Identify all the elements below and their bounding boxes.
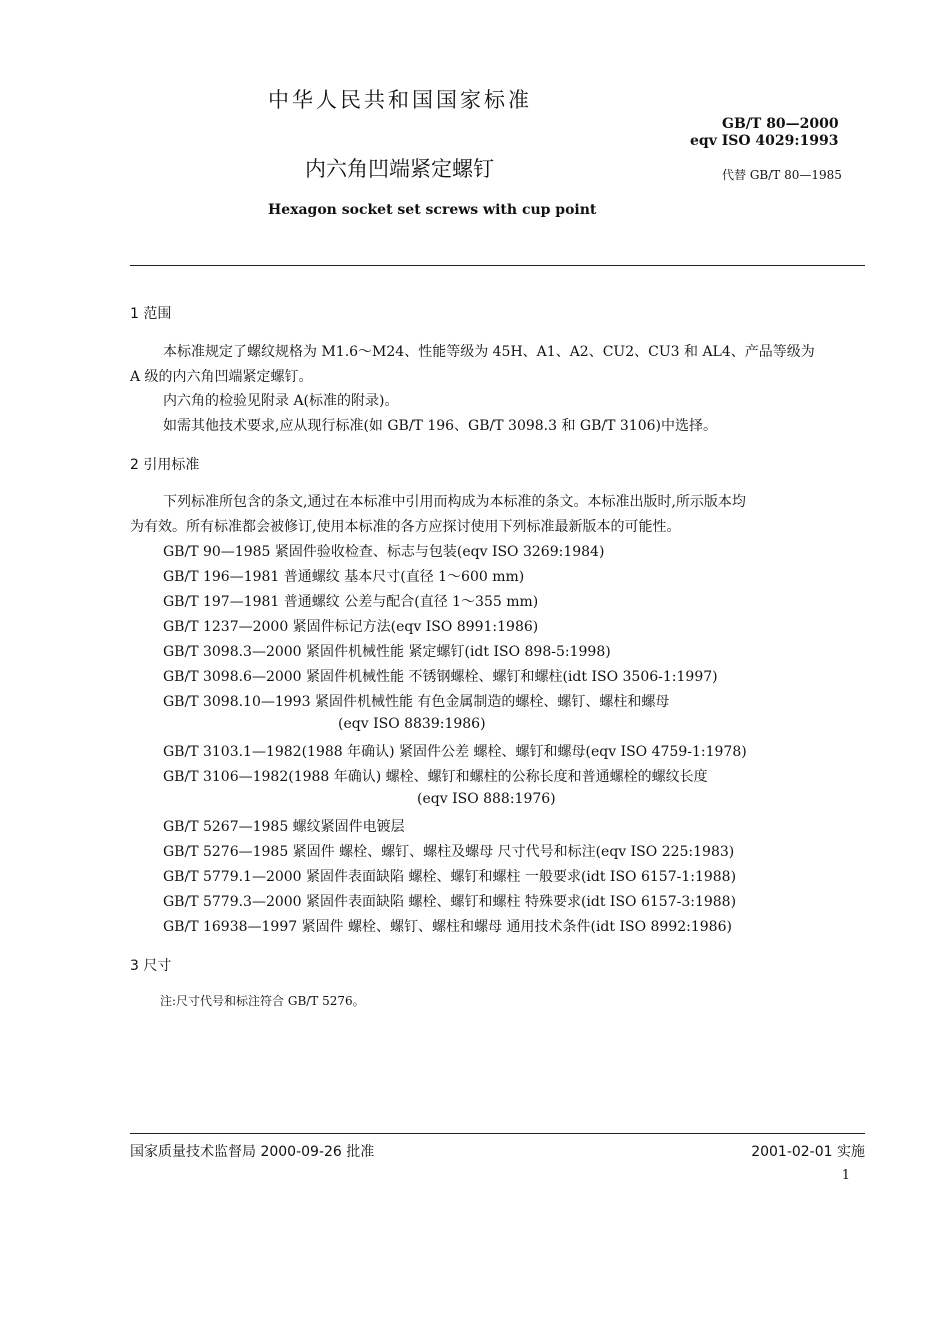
reference-item: GB/T 197—1981 普通螺纹 公差与配合(直径 1～355 mm) [163, 594, 539, 610]
section-3-note: 注:尺寸代号和标注符合 GB/T 5276。 [160, 994, 365, 1008]
implementation-date: 2001-02-01 实施 [751, 1144, 865, 1160]
standard-category-title: 中华人民共和国国家标准 [268, 88, 532, 112]
approval-date: 国家质量技术监督局 2000-09-26 批准 [130, 1144, 375, 1160]
document-title-cn: 内六角凹端紧定螺钉 [305, 157, 494, 181]
document-title-en: Hexagon socket set screws with cup point [268, 202, 597, 218]
replaces-standard: 代替 GB/T 80—1985 [722, 168, 842, 182]
page-number: 1 [841, 1168, 850, 1183]
reference-item: GB/T 3098.3—2000 紧固件机械性能 紧定螺钉(idt ISO 898-5:1998) [163, 644, 611, 660]
header-divider [130, 265, 865, 266]
reference-item-continuation: (eqv ISO 888:1976) [417, 791, 556, 807]
standard-code: GB/T 80—2000 [722, 116, 839, 132]
section-1-paragraph-3: 如需其他技术要求,应从现行标准(如 GB/T 196、GB/T 3098.3 和 GB/T 3106)中选择。 [163, 418, 717, 434]
reference-item: GB/T 5779.1—2000 紧固件表面缺陷 螺栓、螺钉和螺柱 一般要求(idt ISO 6157-1:1988) [163, 869, 737, 885]
reference-item: GB/T 1237—2000 紧固件标记方法(eqv ISO 8991:1986) [163, 619, 539, 635]
footer-divider [130, 1133, 865, 1134]
reference-item: GB/T 5779.3—2000 紧固件表面缺陷 螺栓、螺钉和螺柱 特殊要求(idt ISO 6157-3:1988) [163, 894, 737, 910]
section-2-paragraph-line-2: 为有效。所有标准都会被修订,使用本标准的各方应探讨使用下列标准最新版本的可能性。 [130, 519, 681, 535]
section-2-paragraph-line-1: 下列标准所包含的条文,通过在本标准中引用而构成为本标准的条文。本标准出版时,所示版本均 [163, 494, 746, 510]
reference-item-continuation: (eqv ISO 8839:1986) [338, 716, 486, 732]
reference-item: GB/T 3103.1—1982(1988 年确认) 紧固件公差 螺栓、螺钉和螺母(eqv ISO 4759-1:1978) [163, 744, 747, 760]
reference-item: GB/T 196—1981 普通螺纹 基本尺寸(直径 1～600 mm) [163, 569, 525, 585]
reference-item: GB/T 90—1985 紧固件验收检查、标志与包装(eqv ISO 3269:1984) [163, 544, 605, 560]
reference-item: GB/T 3098.10—1993 紧固件机械性能 有色金属制造的螺栓、螺钉、螺柱和螺母 [163, 694, 670, 710]
reference-item: GB/T 5267—1985 螺纹紧固件电镀层 [163, 819, 405, 835]
reference-item: GB/T 3098.6—2000 紧固件机械性能 不锈钢螺栓、螺钉和螺柱(idt ISO 3506-1:1997) [163, 669, 718, 685]
section-1-paragraph-2: 内六角的检验见附录 A(标准的附录)。 [163, 393, 399, 409]
section-3-heading: 3 尺寸 [130, 958, 172, 974]
section-1-heading: 1 范围 [130, 306, 172, 322]
reference-item: GB/T 3106—1982(1988 年确认) 螺栓、螺钉和螺柱的公称长度和普通螺栓的螺纹长度 [163, 769, 708, 785]
reference-item: GB/T 16938—1997 紧固件 螺栓、螺钉、螺柱和螺母 通用技术条件(idt ISO 8992:1986) [163, 919, 732, 935]
reference-item: GB/T 5276—1985 紧固件 螺栓、螺钉、螺柱及螺母 尺寸代号和标注(eqv ISO 225:1983) [163, 844, 735, 860]
section-1-paragraph-1-line-2: A 级的内六角凹端紧定螺钉。 [130, 369, 313, 385]
section-2-heading: 2 引用标准 [130, 457, 200, 473]
equivalent-standard: eqv ISO 4029:1993 [690, 133, 839, 149]
section-1-paragraph-1-line-1: 本标准规定了螺纹规格为 M1.6～M24、性能等级为 45H、A1、A2、CU2、CU3 和 AL4、产品等级为 [163, 344, 815, 360]
